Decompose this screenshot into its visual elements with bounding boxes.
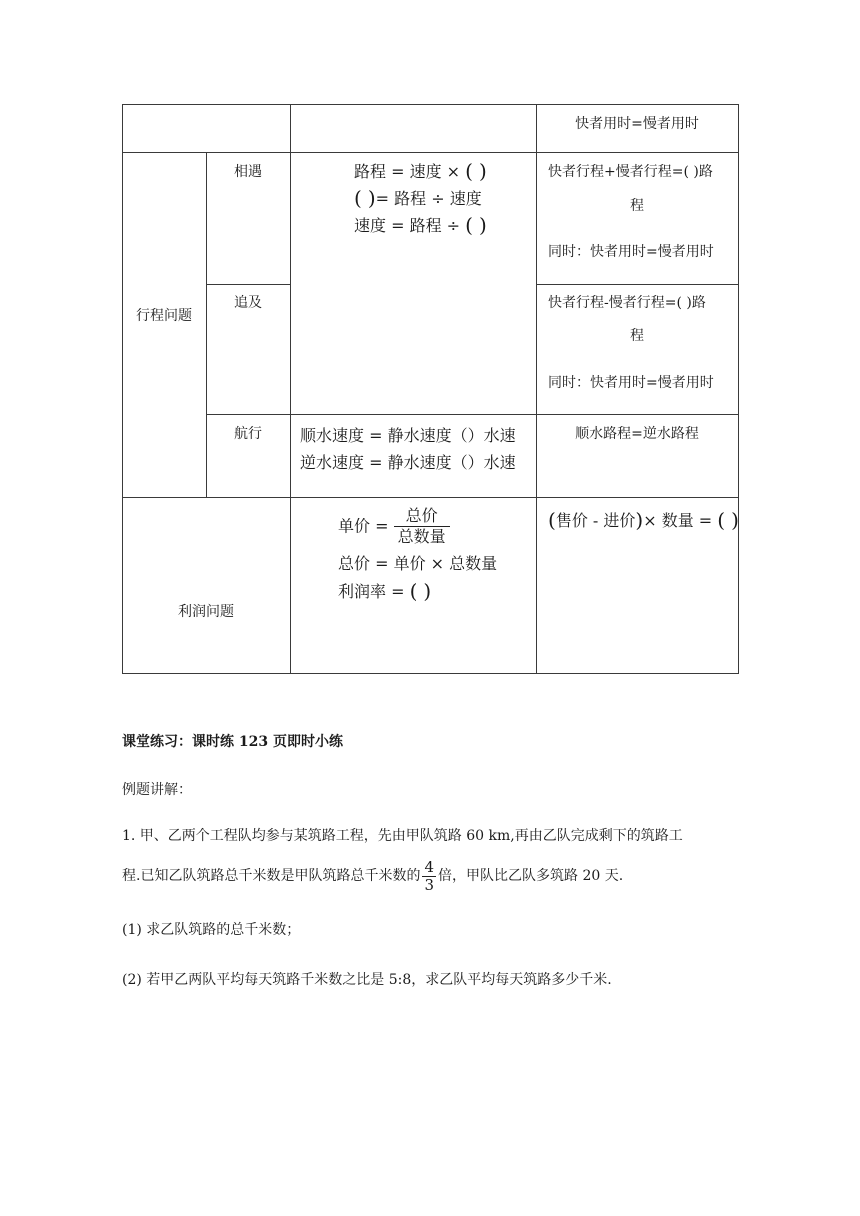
question-1-part-2: (2) 若甲乙两队平均每天筑路千米数之比是 5:8，求乙队平均每天筑路多少千米.: [122, 972, 612, 988]
table-border-top: [122, 104, 738, 105]
meet-formula-2: ( )= 路程 ÷ 速度: [354, 186, 482, 210]
table-rule-row1: [122, 152, 738, 153]
sail-formula-2: 逆水速度 = 静水速度（）水速: [300, 453, 516, 472]
profit-formula-total: 总价 = 单价 × 总数量: [338, 554, 498, 573]
practice-intro: 例题讲解：: [122, 782, 192, 798]
meet-note-1: 快者行程+慢者行程=( )路: [548, 164, 713, 180]
meet-note-2: 同时：快者用时=慢者用时: [548, 244, 714, 260]
meet-formula-1: 路程 = 速度 × ( ): [354, 159, 487, 183]
table-col-sub: [206, 152, 207, 497]
meet-note-1b: 程: [630, 198, 644, 214]
travel-category-label: 行程问题: [136, 308, 192, 324]
table-border-left: [122, 104, 123, 674]
sail-formula-1: 顺水速度 = 静水速度（）水速: [300, 426, 516, 445]
four-thirds-fraction: $\frac{4}{3}$: [424, 857, 434, 894]
profit-formula-unit-price: 单价 = $\frac{\text{总价}}{\text{总数量}}$: [338, 506, 450, 547]
profit-category-label: 利润问题: [178, 604, 234, 620]
sail-label: 航行: [234, 426, 262, 442]
table-border-right: [738, 104, 739, 674]
table-rule-meet-chase: [206, 284, 290, 285]
table-rule-sail: [206, 414, 738, 415]
question-1-line-2: 程.已知乙队筑路总千米数是甲队筑路总千米数的 $\frac{4}{3}$ 倍，甲队比乙队多筑路 20 天.: [122, 857, 624, 894]
chase-note-2: 同时：快者用时=慢者用时: [548, 375, 714, 391]
sail-note: 顺水路程=逆水路程: [575, 426, 699, 442]
table-col-note: [536, 104, 537, 674]
meet-label: 相遇: [234, 164, 262, 180]
chase-note-1: 快者行程-慢者行程=( )路: [548, 295, 706, 311]
profit-formula-rate: 利润率 = ( ): [338, 579, 432, 603]
meet-formula-3: 速度 = 路程 ÷ ( ): [354, 213, 487, 237]
table-rule-profit: [122, 497, 738, 498]
row0-note: 快者用时=慢者用时: [575, 116, 699, 132]
practice-heading: 课堂练习：课时练 123 页即时小练: [122, 734, 343, 750]
chase-note-1b: 程: [630, 328, 644, 344]
question-1-part-1: (1) 求乙队筑路的总千米数；: [122, 922, 301, 938]
question-1-line-1: 1. 甲、乙两个工程队均参与某筑路工程，先由甲队筑路 60 km,再由乙队完成剩下的筑路工: [122, 828, 683, 844]
unit-price-fraction: $\frac{\text{总价}}{\text{总数量}}$: [394, 506, 450, 547]
table-border-bottom: [122, 673, 738, 674]
chase-label: 追及: [234, 295, 262, 311]
table-rule-meet-chase-note: [536, 284, 738, 285]
table-col-formula: [290, 104, 291, 674]
profit-note-formula: (售价 - 进价)× 数量 = ( ): [548, 508, 739, 532]
